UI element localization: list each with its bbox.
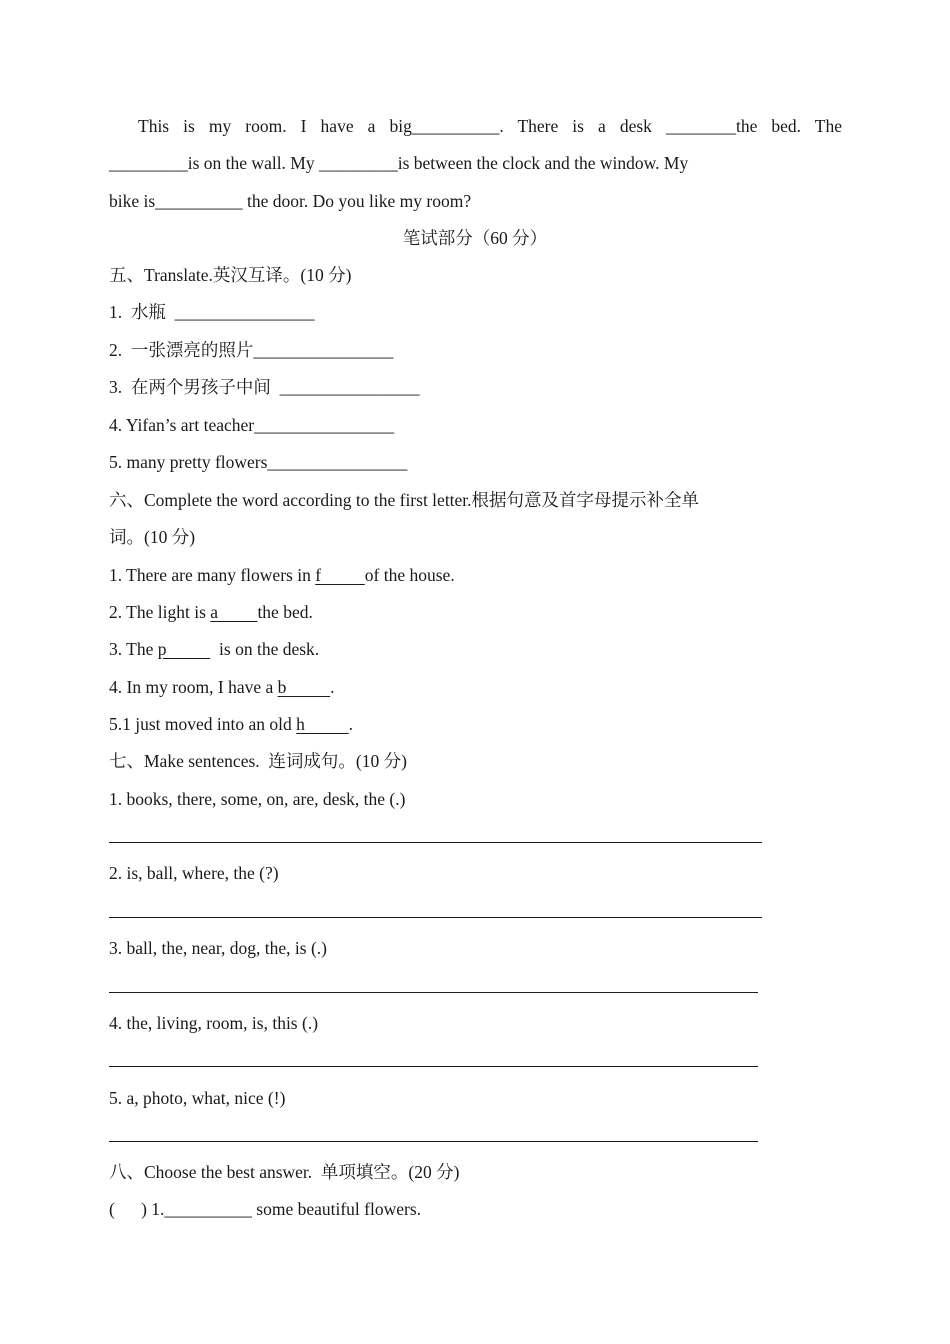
item-text: . [348,714,354,734]
item-text: 3. The [109,639,158,659]
section6-item [109,638,319,660]
section6-item [109,601,313,623]
answer-blank[interactable]: f [315,565,365,585]
passage-line-3: bike is__________ the door. Do you like my room? [109,191,472,211]
section6-item [109,713,353,735]
section5-item: 5. many pretty flowers________________ [109,452,408,472]
item-text: of the house. [364,565,455,585]
answer-blank[interactable]: b [277,677,331,697]
passage-line-1: This is my room. I have a big__________. There is a desk ________the bed. The [138,116,842,136]
section5-heading: 五、Translate.英汉互译。(10 分) [109,265,352,285]
item-text: is on the desk. [210,639,320,659]
section5-item: 3. 在两个男孩子中间 ________________ [109,377,420,397]
section8-item: ( ) 1.__________ some beautiful flowers. [109,1199,422,1219]
section8-heading: 八、Choose the best answer. 单项填空。(20 分) [109,1162,460,1182]
answer-line[interactable] [109,1141,758,1142]
section5-item: 2. 一张漂亮的照片________________ [109,340,394,360]
item-text: . [330,677,335,697]
answer-blank[interactable]: p [157,639,211,659]
item-text: 1. There are many flowers in [109,565,316,585]
section5-item: 1. 水瓶 ________________ [109,302,315,322]
passage-line-2: _________is on the wall. My _________is between the clock and the window. My [109,153,689,173]
section7-item: 4. the, living, room, is, this (.) [109,1013,319,1033]
section6-heading-line1: 六、Complete the word according to the first letter.根据句意及首字母提示补全单 [109,490,700,510]
section6-item [109,676,335,698]
item-text: 5.1 just moved into an old [109,714,297,734]
answer-line[interactable] [109,1066,758,1067]
section7-item: 1. books, there, some, on, are, desk, the (.) [109,789,406,809]
answer-line[interactable] [109,917,762,918]
section7-heading: 七、Make sentences. 连词成句。(10 分) [109,751,407,771]
section7-item: 2. is, ball, where, the (?) [109,863,279,883]
item-text: 2. The light is [109,602,211,622]
answer-line[interactable] [109,842,762,843]
section5-item: 4. Yifan’s art teacher________________ [109,415,395,435]
answer-blank[interactable]: h [296,714,349,734]
item-text: 4. In my room, I have a [109,677,278,697]
answer-line[interactable] [109,992,758,993]
section6-item [109,564,455,586]
written-part-title: 笔试部分（60 分） [402,228,548,248]
section7-item: 5. a, photo, what, nice (!) [109,1088,286,1108]
item-text: the bed. [257,602,313,622]
answer-blank[interactable]: a [210,602,258,622]
section6-heading-line2: 词。(10 分) [109,527,196,547]
section7-item: 3. ball, the, near, dog, the, is (.) [109,938,327,958]
